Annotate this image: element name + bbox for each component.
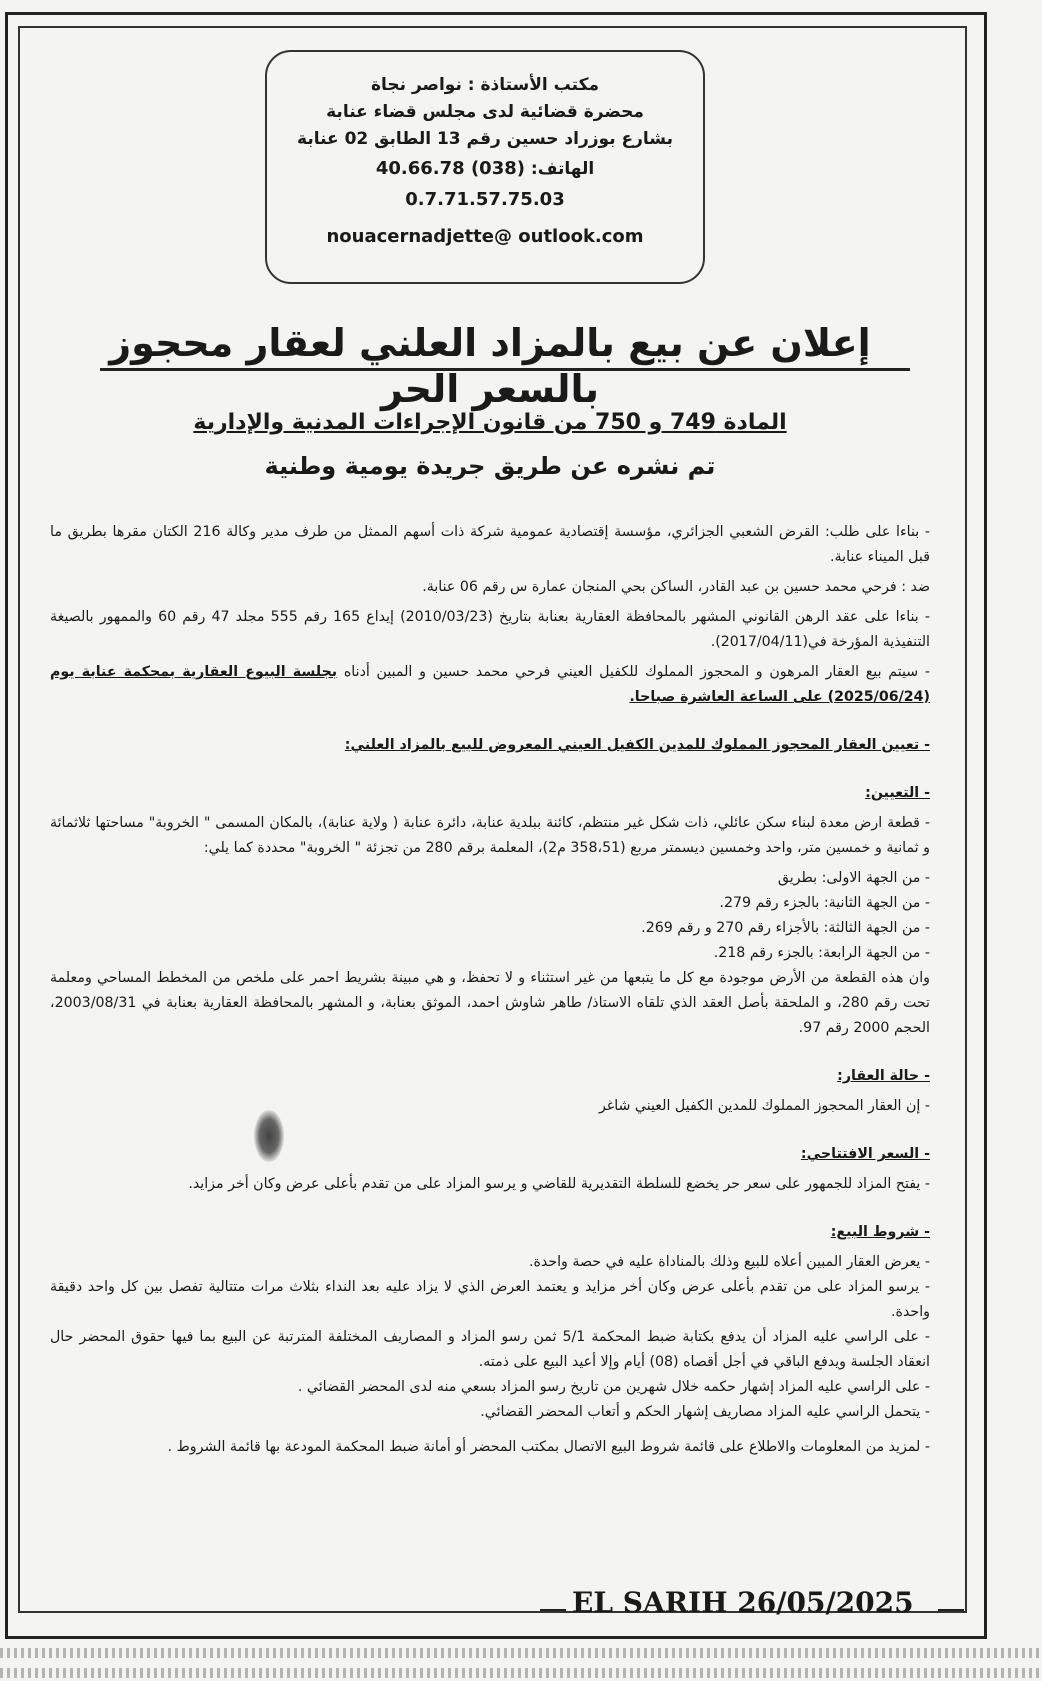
condition-4: - على الراسي عليه المزاد إشهار حكمه خلال شهرين من تاريخ رسو المزاد بسعي منه لدى المحضر القضائي . xyxy=(297,1379,930,1395)
phone-label: الهاتف: xyxy=(530,159,595,179)
heading-sale-conditions: - شروط البيع: xyxy=(830,1224,930,1240)
print-edge-dots xyxy=(0,1648,1042,1658)
office-role: محضرة قضائية لدى مجلس قضاء عنابة xyxy=(326,102,644,122)
heading-property-state: - حالة العقار: xyxy=(837,1068,930,1084)
title-underline xyxy=(100,368,910,371)
boundary-4: - من الجهة الرابعة: بالجزء رقم 218. xyxy=(713,945,930,961)
paragraph-against: ضد : فرحي محمد حسين بن عبد القادر، الساكن بحي المنجان عمارة س رقم 06 عنابة. xyxy=(422,579,930,595)
paragraph-requester: - بناءا على طلب: القرض الشعبي الجزائري، مؤسسة إقتصادية عمومية شركة ذات أسهم الممثل من طرف مدير وكالة 216 الكتان مقرها بطريق ما قبل الميناء عنابة. xyxy=(50,524,930,565)
office-address: بشارع بوزراد حسين رقم 13 الطابق 02 عنابة xyxy=(297,129,673,149)
office-contact-box xyxy=(265,50,705,284)
condition-2: - يرسو المزاد على من تقدم بأعلى عرض وكان أخر مزايد و يعتمد العرض الذي لا يزاد عليه بعد النداء بثلاث مرات متتالية تفصل بين كل واحد دقيقة واحدة. xyxy=(50,1279,930,1320)
publication-note: تم نشره عن طريق جريدة يومية وطنية xyxy=(264,452,716,480)
heading-opening-price: - السعر الافتتاحي: xyxy=(800,1146,930,1162)
sale-session: بجلسة البيوع العقارية بمحكمة عنابة يوم (2025/06/24) على الساعة العاشرة صباحا. xyxy=(50,664,930,705)
newspaper-footer: EL SARIH 26/05/2025 xyxy=(572,1586,914,1619)
heading-designation: - التعيين: xyxy=(865,785,930,801)
condition-1: - يعرض العقار المبين أعلاه للبيع وذلك بالمناداة عليه في حصة واحدة. xyxy=(528,1254,930,1270)
ink-smudge xyxy=(254,1110,284,1162)
phone-number: (038) 40.66.78 xyxy=(375,158,525,179)
heading-property-assignment: - تعيين العقار المحجوز المملوك للمدين الكفيل العيني المعروض للبيع بالمزاد العلني: xyxy=(344,737,930,753)
paragraph-more-info: - لمزيد من المعلومات والاطلاع على قائمة شروط البيع الاتصال بمكتب المحضر أو أمانة ضبط المحكمة المودعة بها قائمة الشروط . xyxy=(167,1439,930,1455)
sale-text: - سيتم بيع العقار المرهون و المحجوز المملوك للكفيل العيني فرحي محمد حسين و المبين أدناه xyxy=(337,664,930,680)
footer-rule-left xyxy=(540,1609,566,1611)
legal-reference: المادة 749 و 750 من قانون الإجراءات المدنية والإدارية xyxy=(193,410,787,435)
office-name: مكتب الأستاذة : نواصر نجاة xyxy=(370,75,600,95)
boundary-2: - من الجهة الثانية: بالجزء رقم 279. xyxy=(719,895,930,911)
paragraph-mortgage: - بناءا على عقد الرهن القانوني المشهر بالمحافظة العقارية بعنابة بتاريخ (2010/03/23) إيداع 165 رقم 555 مجلد 47 رقم 60 والممهور بالصيغة التنفيذية المؤرخة في(2017/04/11). xyxy=(50,609,930,650)
paragraph-land-description: - قطعة ارض معدة لبناء سكن عائلي، ذات شكل غير منتظم، كائنة ببلدية عنابة، دائرة عنابة ( ولاية عنابة)، بالمكان المسمى " الخروبة" مساحتها ثلاثمائة و ثمانية و خمسين متر، واحد وخمسين ديسمتر مربع (358،51 م2)، المعلمة برقم 280 من تجزئة " الخروبة" محددة كما يلي: xyxy=(50,815,930,856)
email-address: nouacernadjette@ outlook.com xyxy=(326,226,644,247)
boundary-3: - من الجهة الثالثة: بالأجزاء رقم 270 و رقم 269. xyxy=(641,920,930,936)
condition-3: - على الراسي عليه المزاد أن يدفع بكتابة ضبط المحكمة 5/1 ثمن رسو المزاد و المصاريف المختلفة المترتبة عن البيع بما فيها حقوق المحضر حال انعقاد الجلسة ويدفع الباقي في أجل أقصاه (08) أيام وإلا أعيد البيع على ذمته. xyxy=(50,1329,930,1370)
paragraph-land-details: وان هذه القطعة من الأرض موجودة مع كل ما يتبعها من غير استثناء و لا تحفظ، و هي مبينة بشريط احمر على ملخص من المخطط المساحي ومعلمة تحت رقم 280، و الملحقة بأصل العقد الذي تلقاه الاستاذ/ طاهر شاوش احمد، الموثق بعنابة، و المشهر بالمحافظة العقارية بعنابة في 2003/08/31، الحجم 2000 رقم 97. xyxy=(50,970,930,1036)
paragraph-opening-price: - يفتح المزاد للجمهور على سعر حر يخضع للسلطة التقديرية للقاضي و يرسو المزاد على من تقدم بأعلى عرض وكان أخر مزايد. xyxy=(188,1176,930,1192)
footer-rule-right xyxy=(938,1609,964,1611)
page-title: إعلان عن بيع بالمزاد العلني لعقار محجوز بالسعر الحر xyxy=(109,321,871,411)
boundary-1: - من الجهة الاولى: بطريق xyxy=(777,870,930,886)
print-edge-dots-2 xyxy=(0,1668,1042,1678)
announcement-body xyxy=(50,520,930,1560)
office-phone-row xyxy=(291,153,679,184)
condition-5: - يتحمل الراسي عليه المزاد مصاريف إشهار الحكم و أتعاب المحضر القضائي. xyxy=(480,1404,930,1420)
paragraph-sale-date xyxy=(50,660,930,710)
mobile-number: 0.7.71.57.75.03 xyxy=(405,189,565,210)
paragraph-property-state: - إن العقار المحجوز المملوك للمدين الكفيل العيني شاغر xyxy=(598,1098,930,1114)
